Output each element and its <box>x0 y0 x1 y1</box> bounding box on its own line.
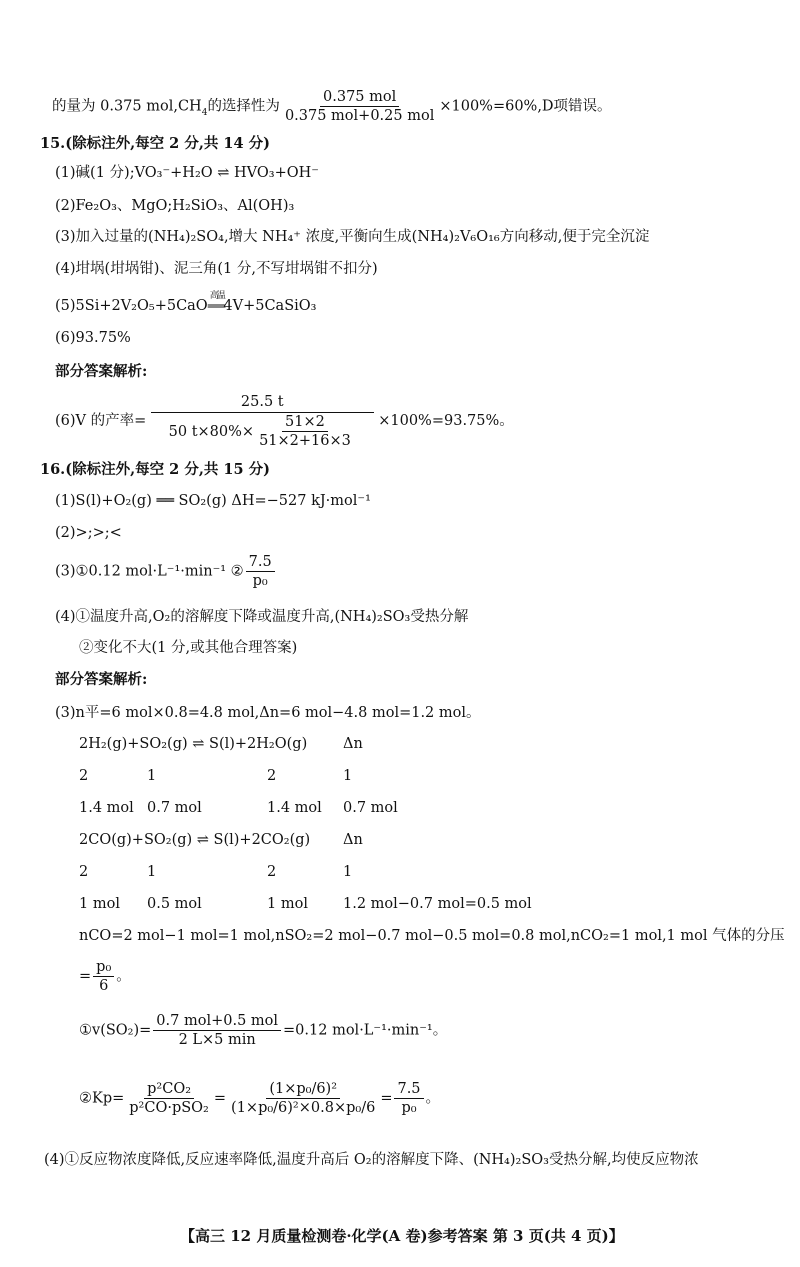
q15-calc-num: 25.5 t <box>151 392 374 413</box>
intro-fraction <box>282 88 437 125</box>
q16-p3-den: 6 <box>99 978 109 994</box>
q15-answer-2: (2)Fe₂O₃、MgO;H₂SiO₃、Al(OH)₃ <box>55 198 295 214</box>
q16-kp-den1: p²CO·pSO₂ <box>129 1100 209 1116</box>
q16-v-label: ①v(SO₂)= <box>79 1022 152 1039</box>
q16-kp-res-den: p₀ <box>401 1100 417 1116</box>
q16-v-tail: =0.12 mol·L⁻¹·min⁻¹。 <box>283 1022 448 1039</box>
q16-kp-res-num: 7.5 <box>394 1080 423 1099</box>
q16-kp-tail: 。 <box>425 1090 441 1107</box>
q16-kp-fraction-1 <box>126 1080 212 1117</box>
q16-kp-calc <box>79 1080 440 1117</box>
q15-analysis-title: 部分答案解析: <box>55 363 148 380</box>
q15-answer-6: (6)93.75% <box>55 330 131 346</box>
q16-kp-result <box>394 1080 423 1117</box>
q16-kp-num2: (1×p₀/6)² <box>266 1080 340 1099</box>
amount-cell: 0.5 mol <box>147 896 202 912</box>
q15-answer-1: (1)碱(1 分);VO₃⁻+H₂O ⇌ HVO₃+OH⁻ <box>55 165 319 181</box>
coeff-cell: 1 <box>147 864 157 880</box>
amount-cell: 1.4 mol <box>79 800 134 816</box>
coeff-cell: 2 <box>267 864 277 880</box>
q16-analysis-title: 部分答案解析: <box>55 671 148 688</box>
q16-p3-num: p₀ <box>93 958 114 977</box>
amount-cell: 1 mol <box>267 896 308 912</box>
reaction-arrow: 高温 ═══ <box>208 296 224 316</box>
coeff-cell: 2 <box>79 864 89 880</box>
q16-kp-eq2: = <box>380 1090 393 1107</box>
q16-a3-fraction <box>246 553 275 590</box>
amount-cell: 1 mol <box>79 896 120 912</box>
q16-eq1-dn: Δn <box>343 736 363 752</box>
q15-a5-left: (5)5Si+2V₂O₅+5CaO <box>55 298 208 314</box>
q15-calc-den-a: 50 t×80%× <box>168 423 255 440</box>
q16-para-1: (3)n平=6 mol×0.8=4.8 mol,Δn=6 mol−4.8 mol=1.2 mol。 <box>55 705 481 721</box>
q15-header: 15.(除标注外,每空 2 分,共 14 分) <box>40 135 271 152</box>
coeff-cell: 2 <box>79 768 89 784</box>
q16-v-den: 2 L×5 min <box>178 1032 256 1048</box>
q15-calc-inner-fraction <box>256 413 354 450</box>
q16-kp-fraction-2 <box>228 1080 378 1117</box>
q15-a5-right: 4V+5CaSiO₃ <box>223 298 317 314</box>
coeff-cell: 1 <box>343 864 353 880</box>
intro-sub: 4 <box>201 107 208 118</box>
q16-v-fraction <box>153 1012 281 1049</box>
intro-text-a: 的量为 0.375 mol,CH <box>52 98 202 115</box>
q16-p3-post: 。 <box>116 968 131 985</box>
q16-kp-den2: (1×p₀/6)²×0.8×p₀/6 <box>231 1100 376 1116</box>
q16-eq2-dn: Δn <box>343 832 363 848</box>
q16-a3-num: 7.5 <box>246 553 275 572</box>
q16-answer-1: (1)S(l)+O₂(g) ══ SO₂(g) ΔH=−527 kJ·mol⁻¹ <box>55 493 371 509</box>
q16-kp-label: ②Kp= <box>79 1090 125 1107</box>
q15-answer-5 <box>55 291 317 316</box>
q16-answer-4-1: (4)①温度升高,O₂的溶解度下降或温度升高,(NH₄)₂SO₃受热分解 <box>55 609 469 625</box>
q16-answer-2: (2)>;>;< <box>55 525 122 541</box>
q15-calc-den <box>169 413 356 450</box>
q16-p3-pre: = <box>79 968 92 985</box>
intro-line <box>52 88 612 125</box>
q16-rate-calc <box>79 1012 447 1049</box>
q16-para-2: nCO=2 mol−1 mol=1 mol,nSO₂=2 mol−0.7 mol−0.5 mol=0.8 mol,nCO₂=1 mol,1 mol 气体的分压 <box>79 928 785 944</box>
q16-a3-left: (3)①0.12 mol·L⁻¹·min⁻¹ ② <box>55 563 244 580</box>
q16-header: 16.(除标注外,每空 2 分,共 15 分) <box>40 461 271 478</box>
amount-cell: 0.7 mol <box>147 800 202 816</box>
q16-equation-1: 2H₂(g)+SO₂(g) ⇌ S(l)+2H₂O(g) <box>79 736 308 752</box>
intro-den: 0.375 mol+0.25 mol <box>284 108 435 124</box>
coeff-cell: 1 <box>343 768 353 784</box>
q16-para-3 <box>79 958 131 995</box>
q16-last-line: (4)①反应物浓度降低,反应速率降低,温度升高后 O₂的溶解度下降、(NH₄)₂SO₃受热分解,均使反应物浓 <box>44 1152 699 1168</box>
q15-calc-fraction <box>151 392 374 450</box>
intro-num: 0.375 mol <box>320 88 399 107</box>
q16-answer-3 <box>55 553 277 590</box>
q16-v-num: 0.7 mol+0.5 mol <box>153 1012 281 1031</box>
q15-answer-3: (3)加入过量的(NH₄)₂SO₄,增大 NH₄⁺ 浓度,平衡向生成(NH₄)₂V₆O₁₆方向移动,便于完全沉淀 <box>55 229 650 245</box>
q15-calc-inner-den: 51×2+16×3 <box>259 433 351 449</box>
q15-a5-condition: 高温 <box>209 291 224 301</box>
q16-a3-den: p₀ <box>252 573 268 589</box>
q16-kp-eq: = <box>213 1090 227 1107</box>
amount-cell: 1.4 mol <box>267 800 322 816</box>
page-footer: 【高三 12 月质量检测卷·化学(A 卷)参考答案 第 3 页(共 4 页)】 <box>180 1227 624 1245</box>
q16-kp-num1: p²CO₂ <box>144 1080 194 1099</box>
coeff-cell: 1 <box>147 768 157 784</box>
coeff-cell: 2 <box>267 768 277 784</box>
q16-answer-4-2: ②变化不大(1 分,或其他合理答案) <box>79 640 298 656</box>
q15-calc-tail: ×100%=93.75%。 <box>378 413 514 429</box>
q15-answer-4: (4)坩埚(坩埚钳)、泥三角(1 分,不写坩埚钳不扣分) <box>55 261 378 277</box>
q15-calculation <box>55 392 514 450</box>
q15-calc-label: (6)V 的产率= <box>55 413 147 429</box>
intro-text-b: 的选择性为 <box>207 98 280 115</box>
q16-p3-fraction <box>93 958 114 995</box>
amount-cell: 1.2 mol−0.7 mol=0.5 mol <box>343 896 532 912</box>
amount-cell: 0.7 mol <box>343 800 398 816</box>
intro-text-c: ×100%=60%,D项错误。 <box>439 98 612 115</box>
q15-calc-inner-num: 51×2 <box>282 413 328 432</box>
q16-equation-2: 2CO(g)+SO₂(g) ⇌ S(l)+2CO₂(g) <box>79 832 311 848</box>
